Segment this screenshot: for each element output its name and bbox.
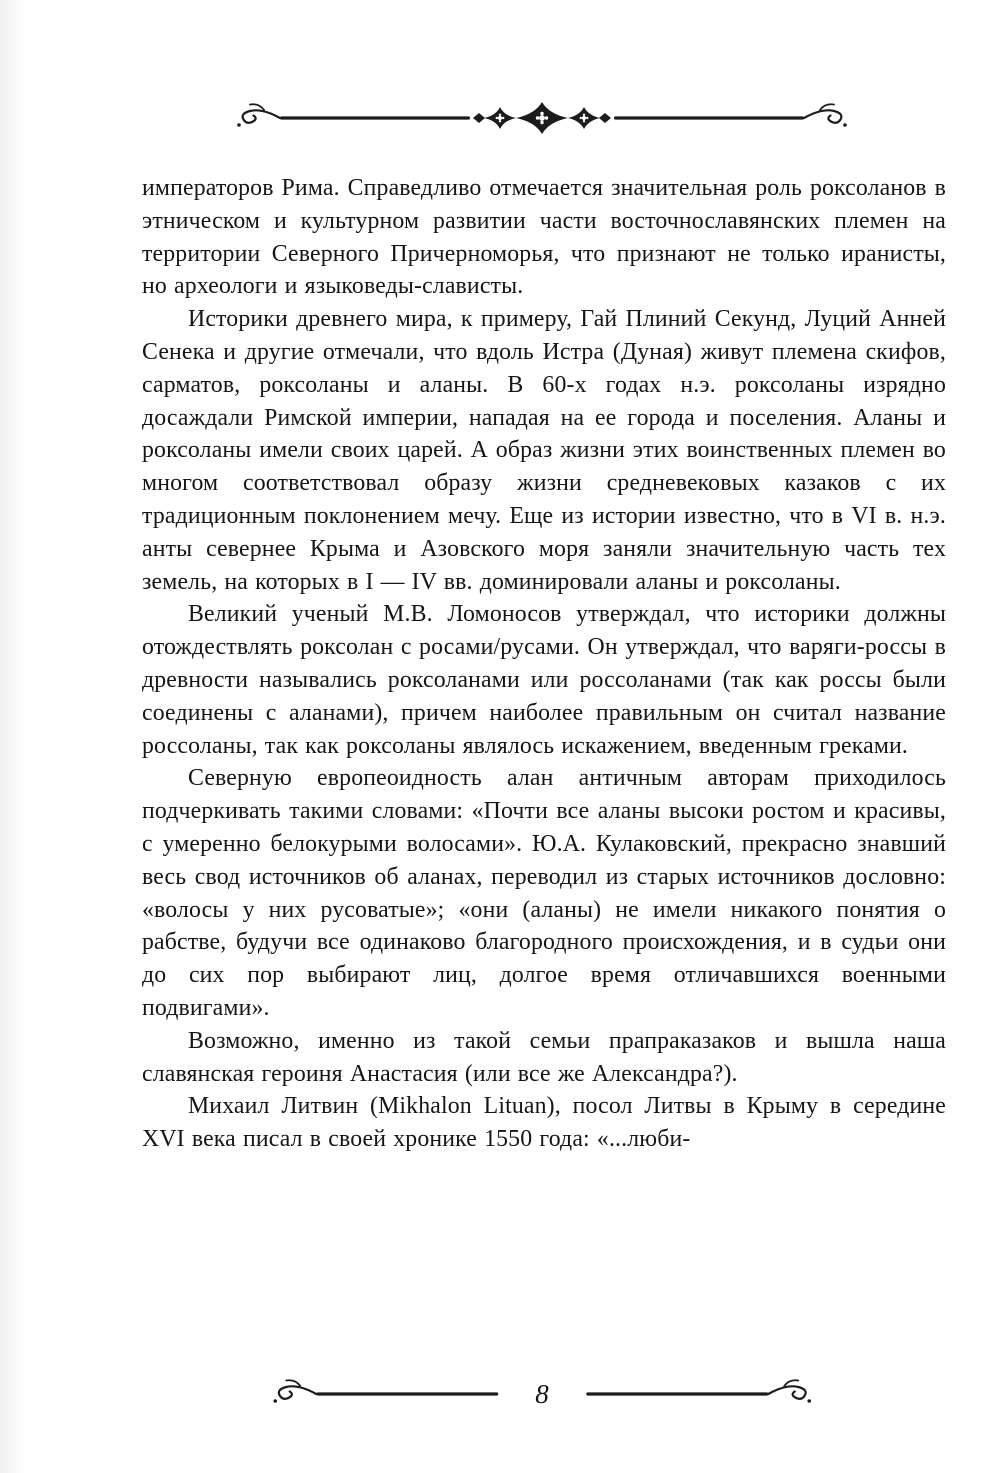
paragraph: Великий ученый М.В. Ломоносов утверждал, что историки должны отождествлять роксолан с росами/русами. Он утверждал, что варяги-россы в древности назывались роксоланами или россоланами (так как россы были соединены с аланами), причем наиболее правильным он считал название россоланы, так как роксоланы являлось искажением, введенным греками. [142,601,946,759]
paragraph: императоров Рима. Справедливо отмечается значительная роль роксоланов в этническом и культурном развитии части восточнославянских племен на территории Северного Причерноморья, что признают не только иранисты, но археологи и языковеды-слависты. [142,175,946,300]
paragraph: Михаил Литвин (Mikhalon Lituan), посол Литвы в Крыму в середине XVI века писал в своей хронике 1550 года: «...люби- [142,1093,946,1153]
floral-rule-icon [232,98,852,138]
header-ornament [232,98,852,138]
footer-ornament-right-icon [581,1378,816,1410]
page-number: 8 [535,1378,549,1409]
footer-ornament-left-icon [268,1378,503,1410]
paragraph: Возможно, именно из такой семьи прапраказаков и вышла наша славянская героиня Анастасия (или все же Александра?). [142,1027,946,1087]
page-footer [268,1378,816,1410]
paragraph: Северную европеоидность алан античным авторам приходилось подчеркивать такими словами: «Почти все аланы высоки ростом и красивы, с умеренно белокурыми волосами». Ю.А. Кулаковский, прекрасно знавший весь свод источников об аланах, переводил из старых источников дословно: «волосы у них русоватые»; «они (аланы) не имели никакого понятия о рабстве, будучи все одинаково благородного происхождения, и в судьи они до сих пор выбирают лиц, долгое время отличавшихся военными подвигами». [142,765,946,1021]
body-text [142,172,946,1156]
paragraph: Историки древнего мира, к примеру, Гай Плиний Секунд, Луций Анней Сенека и другие отмечали, что вдоль Истра (Дуная) живут племена скифов, сарматов, роксоланы и аланы. В 60-х годах н.э. роксоланы изрядно досаждали Римской империи, нападая на ее города и поселения. Аланы и роксоланы имели своих царей. А образ жизни этих воинственных племен во многом соответствовал образу жизни средневековых казаков с их традиционным поклонением мечу. Еще из истории известно, что в VI в. н.э. анты севернее Крыма и Азовского моря заняли значительную часть тех земель, на которых в I — IV вв. доминировали аланы и роксоланы. [142,306,946,595]
